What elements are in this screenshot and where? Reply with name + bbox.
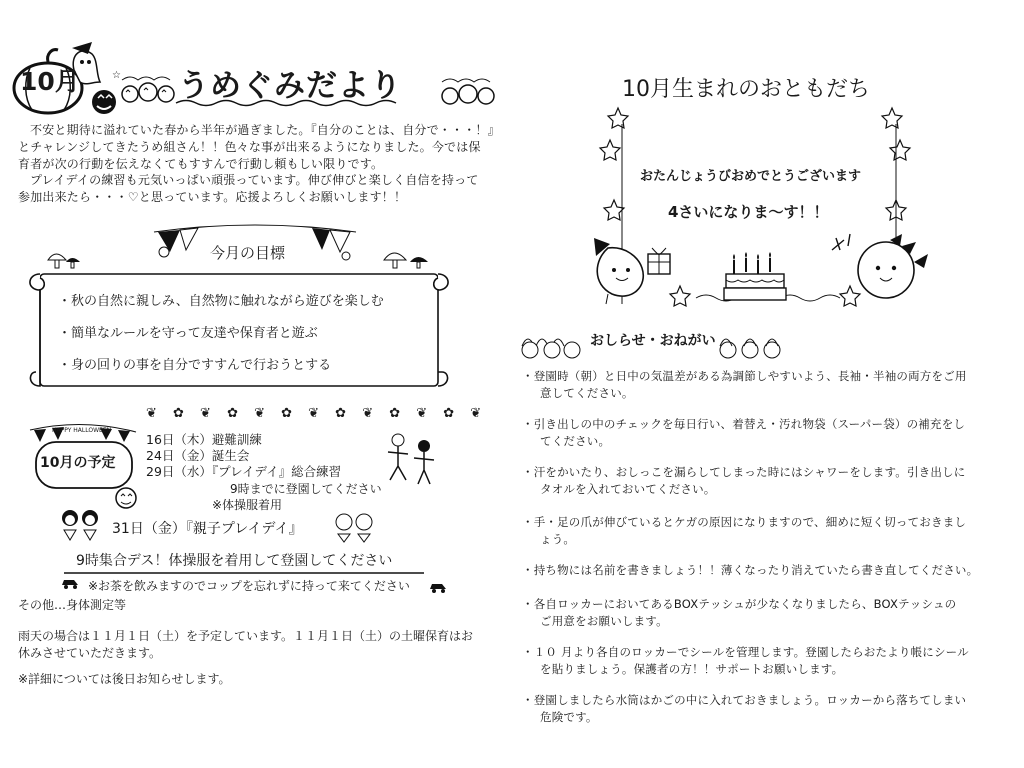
rain-line-2: 休みさせていただきます。 xyxy=(18,646,162,660)
svg-text:☆: ☆ xyxy=(112,70,121,81)
birthday-line-2: 4さいになりま～す！！ xyxy=(668,203,829,221)
schedule-heading: 10月の予定 xyxy=(40,455,116,471)
pumpkin-garland-right-icon xyxy=(440,74,496,108)
notice-item-6-line-1: ・各自ロッカーにおいてあるBOXテッシュが少なくなりましたら、BOXテッシュの xyxy=(522,597,957,611)
notice-item-3 xyxy=(522,464,1000,498)
notice-item-5 xyxy=(522,562,1000,579)
event-3: 29日（水）『プレイデイ』総合練習 xyxy=(146,464,342,479)
event-2: 24日（金）誕生会 xyxy=(146,448,250,463)
month-badge-text: 10月 xyxy=(20,67,80,96)
intro-line-4: プレイデイの練習も元気いっぱい頑張っています。伸び伸びと楽しく自信を持って xyxy=(30,173,479,187)
pumpkin-garland-icon xyxy=(120,72,176,106)
notice-item-8-line-2: 危険です。 xyxy=(540,710,598,724)
notice-item-2-line-2: てください。 xyxy=(540,434,611,448)
child-right-icon xyxy=(330,510,378,542)
round-character-with-bow-icon xyxy=(830,232,930,306)
tea-note: ※お茶を飲みますのでコップを忘れずに持って来てください xyxy=(88,579,410,593)
goal-item-3: ・身の回りの事を自分ですすんで行おうとする xyxy=(58,358,332,373)
goal-item-2: ・簡単なルールを守って友達や保育者と遊ぶ xyxy=(58,326,318,341)
child-left-icon xyxy=(56,506,104,540)
notice-item-4-line-2: ょう。 xyxy=(540,532,576,546)
notice-item-1-line-2: 意してください。 xyxy=(540,386,634,400)
birthday-line-1: おたんじょうびおめでとうございます xyxy=(640,169,862,184)
notice-item-8 xyxy=(522,692,1000,726)
other-note: その他…身体測定等 xyxy=(18,598,127,612)
notice-item-2 xyxy=(522,416,1000,450)
notice-item-6-line-2: ご用意をお願いします。 xyxy=(540,614,668,628)
detail-note: ※詳細については後日お知らせします。 xyxy=(18,672,231,686)
notice-item-2-line-1: ・引き出しの中のチェックを毎日行い、着替え・汚れ物袋（スーパー袋）の補充をし xyxy=(522,417,966,431)
notice-item-7-line-1: ・１０ 月より各自のロッカーでシールを管理します。登園したらおたより帳にシール xyxy=(522,645,969,659)
leaves-divider: ❦ ✿ ❦ ✿ ❦ ✿ ❦ ✿ ❦ ✿ ❦ ✿ ❦ xyxy=(146,406,488,421)
event-1: 16日（木）避難訓練 xyxy=(146,432,262,447)
notice-item-7 xyxy=(522,644,1000,678)
notice-item-4-line-1: ・手・足の爪が伸びているとケガの原因になりますので、細めに短く切っておきまし xyxy=(522,515,967,529)
birthday-title: 10月生まれのおともだち xyxy=(622,77,870,102)
halloween-banner-text: HAPPY HALLOWEEN xyxy=(52,427,112,434)
event-note-1: 9時までに登園してください xyxy=(230,482,382,496)
intro-line-5: 参加出来たら・・・♡と思っています。応援よろしくお願いします！！ xyxy=(18,190,407,204)
intro-line-2: とチャレンジしてきたうめ組さん！！色々な事が出来るようになりました。今では保 xyxy=(18,140,481,154)
car-left-icon xyxy=(60,576,80,590)
notice-item-3-line-2: タオルを入れておいてください。 xyxy=(540,482,716,496)
main-event-note: 9時集合デス！体操服を着用して登園してください xyxy=(76,553,393,569)
birthday-cake-icon xyxy=(722,250,792,304)
goals-heading: 今月の目標 xyxy=(210,244,286,262)
children-playing-icon xyxy=(384,432,440,488)
goal-item-1: ・秋の自然に親しみ、自然物に触れながら遊びを楽しむ xyxy=(58,294,384,309)
rain-line-1: 雨天の場合は１１月１日（土）を予定しています。１１月１日（土）の土曜保育はお xyxy=(18,629,474,643)
newsletter-title: うめぐみだより xyxy=(178,68,402,104)
car-right-icon xyxy=(428,580,448,594)
event-note-2: ※体操服着用 xyxy=(212,498,283,512)
drop-character-with-gift-icon xyxy=(588,236,684,306)
notice-item-1 xyxy=(522,368,1000,402)
notices-heading: おしらせ・おねがい xyxy=(590,333,716,349)
notice-item-4 xyxy=(522,514,1000,548)
notice-item-7-line-2: を貼りましょう。保護者の方！！サポートお願いします。 xyxy=(540,662,844,676)
intro-line-1: 不安と期待に溢れていた春から半年が過ぎました。『自分のことは、自分で・・・！』 xyxy=(30,123,500,137)
intro-line-3: 育者が次の行動を伝えなくてもすすんで行動し頼もしい限りです。 xyxy=(18,157,384,171)
notice-item-5-line-1: ・持ち物には名前を書きましょう！！薄くなったり消えていたら書き直してください。 xyxy=(522,563,979,577)
notice-item-3-line-1: ・汗をかいたり、おしっこを漏らしてしまった時にはシャワーをします。引き出しに xyxy=(522,465,966,479)
title-underline xyxy=(176,98,406,108)
main-event: 31日（金）『親子プレイデイ』 xyxy=(112,521,303,537)
notice-item-1-line-1: ・登園時（朝）と日中の気温差がある為調節しやすいよう、長袖・半袖の両方をご用 xyxy=(522,369,967,383)
main-event-underline xyxy=(64,570,424,576)
notice-item-6 xyxy=(522,596,1000,630)
notice-item-8-line-1: ・登園しましたら水筒はかごの中に入れておきましょう。ロッカーから落ちてしまい xyxy=(522,693,967,707)
